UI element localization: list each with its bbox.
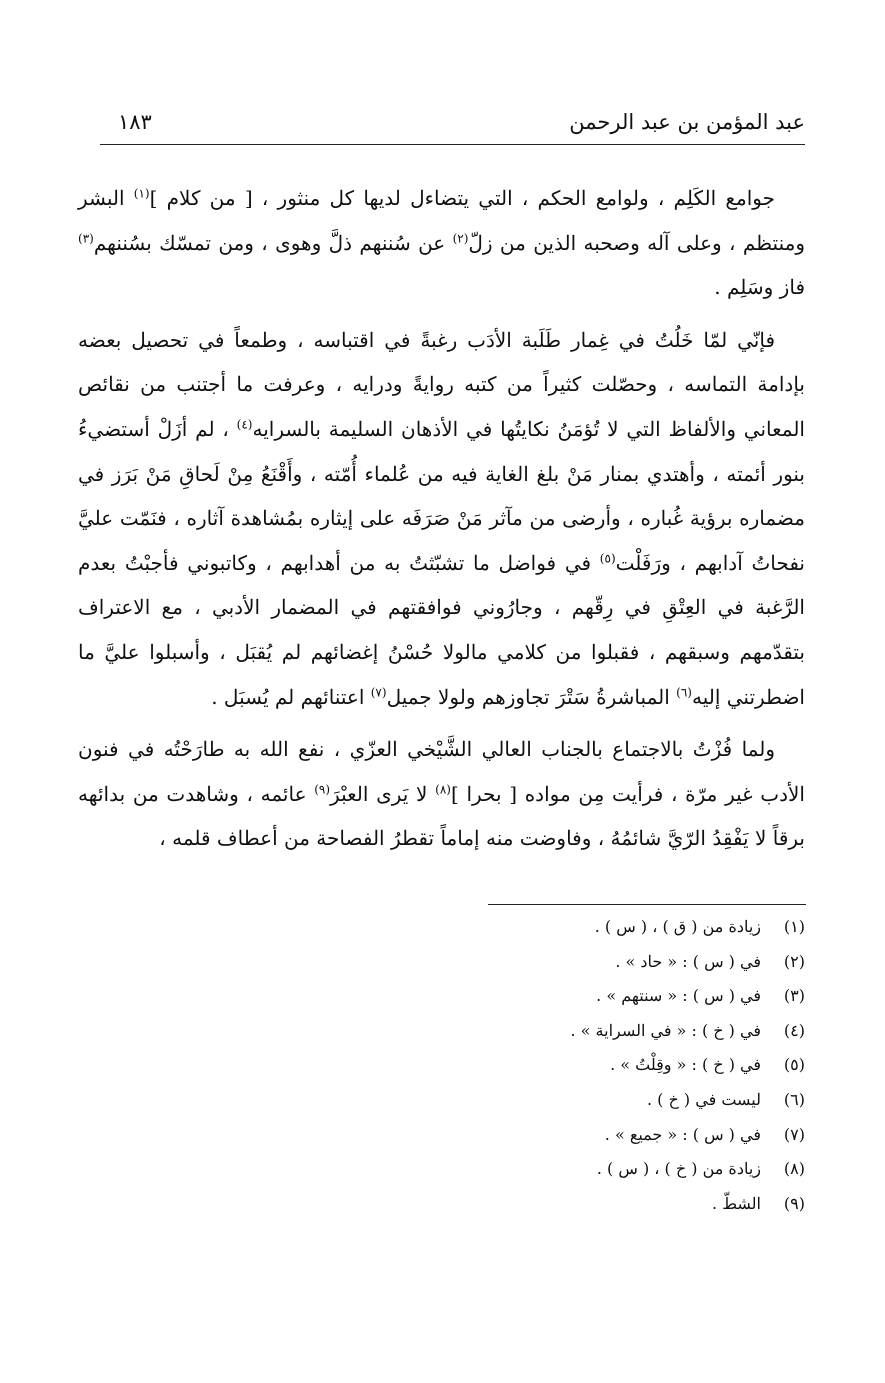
paragraph-text: فإنّي لمّا خَلُتُ في غِمار طَلَبة الأدَب رغبةً في اقتباسه ، وطمعاً في تحصيل بعضه بإدامة التماسه ، وحصّلت كثيراً من كتبه روايةً ودرايه ، وعرفت ما أجتنب من نقائص المعاني والألفاظ التي لا تُؤمَنُ نكايتُها في الأذهان السليمة بالسرايه: [78, 327, 805, 441]
footnote-item: [365, 979, 805, 1014]
footnote-ref: (٤): [236, 417, 253, 432]
footnote-number: (٧): [783, 1124, 805, 1144]
footnote-ref: (١): [133, 186, 150, 201]
paragraph: [78, 318, 805, 719]
footnote-number: (٢): [783, 951, 805, 971]
footnote-ref: (٧): [370, 684, 387, 699]
footnote-number: (٣): [783, 986, 805, 1006]
footnote-item: [365, 1152, 805, 1187]
footnote-ref: (٥): [599, 551, 616, 566]
footnote-text: في ( س ) : « سنتهم » .: [596, 986, 761, 1006]
paragraph-text: المباشرةُ سَتْرَ تجاوزهم ولولا جميل: [386, 684, 677, 709]
footnote-text: في ( س ) : « حاد » .: [615, 951, 761, 971]
footnote-item: [365, 945, 805, 980]
footnote-text: ليست في ( خ ) .: [647, 1089, 761, 1109]
footnote-number: (٥): [783, 1055, 805, 1075]
footnote-text: في ( خ ) : « في السراية » .: [570, 1020, 761, 1040]
footnote-item: [365, 1014, 805, 1049]
page-number: ١٨٣: [118, 110, 152, 134]
footnote-text: في ( خ ) : « وقِلْتُ » .: [610, 1055, 761, 1075]
header-title: عبد المؤمن بن عبد الرحمن: [569, 110, 805, 134]
footnote-ref: (٣): [78, 230, 94, 245]
footnote-item: [365, 1187, 805, 1222]
paragraph-text: ، لم أزَلْ أستضيءُ بنور أئمته ، وأهتدي بمنار مَنْ بلغ الغاية فيه من عُلماء أُمّته ، وأَقْنَعُ مِنْ لَحاقِ مَنْ بَرَز في مضماره برؤية غُباره ، وأرضى من مآثر مَنْ صَرَفَه على إيثاره بمُشاهدة آثاره ، فنَمّت عليَّ نفحاتُ آدابهم ، ورَفَلْت: [78, 416, 805, 575]
footnotes-list: [365, 910, 805, 1221]
header-rule: [100, 144, 805, 145]
paragraph-text: جوامع الكَلِم ، ولوامع الحكم ، التي يتضاءل لديها كل منثور ، [ من كلام ]: [149, 186, 775, 210]
paragraph-text: لا يَرى العبْرَ: [330, 781, 436, 806]
paragraph-text: اعتنائهم لم يُسبَل .: [211, 684, 371, 709]
footnote-number: (٨): [783, 1159, 805, 1179]
footnote-ref: (٩): [314, 782, 331, 797]
footnote-ref: (٦): [676, 684, 692, 699]
paragraph-text: ولما فُزْتُ بالاجتماع بالجناب العالي الشَّيْخي العزّي ، نفع الله به طارَحْتُه في فنون الأدب غير مرّة ، فرأيت مِن مواده [ بحرا ]: [78, 737, 805, 806]
paragraph: [78, 176, 805, 310]
body-text: [78, 176, 805, 861]
footnote-text: الشطّ .: [712, 1193, 761, 1213]
footnote-text: زيادة من ( خ ) ، ( س ) .: [596, 1159, 761, 1179]
footnote-ref: (٢): [452, 230, 469, 245]
footnote-text: في ( س ) : « جميع » .: [604, 1124, 761, 1144]
paragraph-text: فاز وسَلِم .: [714, 275, 805, 300]
footnote-number: (١): [783, 917, 805, 936]
footnote-item: [365, 1048, 805, 1083]
footnote-ref: (٨): [435, 782, 451, 797]
paragraph-text: عن سُننهم ذلَّ وهوى ، ومن تمسّك بسُننهم: [93, 230, 453, 255]
footnote-text: زيادة من ( ق ) ، ( س ) .: [594, 917, 761, 936]
paragraph: [78, 727, 805, 861]
footnote-rule: [488, 904, 806, 905]
paragraph-text: البشر ومنتظم ، وعلى آله وصحبه الذين من زلّ: [78, 186, 805, 255]
footnote-item: [365, 1118, 805, 1153]
paragraph-text: عائمه ، وشاهدت من بدائهه برقاً لا يَفْقِدُ الرّيَّ شائمُهُ ، وفاوضت منه إماماً تقطرُ الفصاحة من أعطاف قلمه ،: [78, 781, 805, 851]
footnote-item: [365, 1083, 805, 1118]
footnote-number: (٩): [783, 1193, 805, 1213]
footnote-number: (٦): [783, 1089, 805, 1109]
paragraph-text: في فواضل ما تشبّثتُ به من أهدابهم ، وكاتبوني فأجبْتُ بعدم الرَّغبة في العِتْقِ في رِقّهم ، وجارُوني فوافقتهم في المضمار الأدبي ، مع الاعتراف بتقدّمهم وسبقهم ، فقبلوا من كلامي مالولا حُسْنُ إغضائهم لم يُقبَل ، وأسبلوا عليَّ ما اضطرتني إليه: [78, 550, 805, 709]
footnote-number: (٤): [783, 1020, 805, 1040]
footnote-item: [365, 910, 805, 945]
running-header: [100, 104, 805, 144]
